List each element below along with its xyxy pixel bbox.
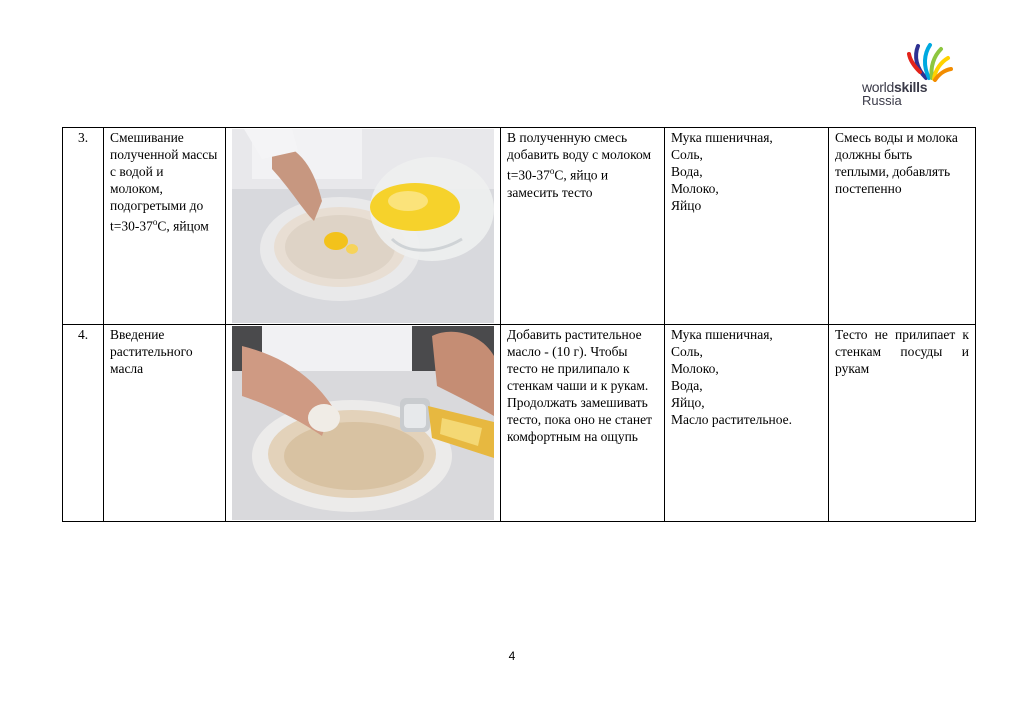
worldskills-logo	[858, 40, 958, 114]
step-photo-cell	[226, 128, 501, 325]
logo-wordmark	[862, 80, 927, 108]
mixing-egg-photo	[232, 129, 494, 323]
step-ingredients	[665, 325, 829, 522]
ingredient-item: Мука пшеничная,	[671, 327, 773, 342]
ingredient-item: Соль,	[671, 344, 703, 359]
step-description: Добавить растительное масло - (10 г). Чтобы тесто не прилипало к стенкам чаши и к рукам. Продолжать замешивать тесто, пока оно не станет комфортным на ощупь	[501, 325, 665, 522]
step-photo-cell	[226, 325, 501, 522]
step-note: Тесто не прилипает к стенкам посуды и рукам	[829, 325, 976, 522]
table-row	[63, 325, 976, 522]
logo-word-russia: Russia	[862, 93, 902, 108]
table-row	[63, 128, 976, 325]
ingredient-item: Мука пшеничная,	[671, 130, 773, 145]
recipe-steps-table	[62, 127, 976, 522]
step-ingredients	[665, 128, 829, 325]
ingredient-item: Яйцо	[671, 198, 702, 213]
adding-oil-photo	[232, 326, 494, 520]
worldskills-logo-mark	[906, 42, 954, 82]
step-title: Смешивание полученной массы с водой и молоком, подогретыми до $t=30-37^oС$, яйцом	[104, 128, 226, 325]
ingredient-item: Яйцо,	[671, 395, 705, 410]
ingredient-item: Молоко,	[671, 181, 719, 196]
step-note: Смесь воды и молока должны быть теплыми, добавлять постепенно	[829, 128, 976, 325]
ingredient-item: Вода,	[671, 164, 703, 179]
logo-word-world: world	[862, 79, 894, 95]
ingredient-item: Молоко,	[671, 361, 719, 376]
ingredient-item: Соль,	[671, 147, 703, 162]
step-number: 3.	[63, 128, 104, 325]
ingredient-item: Масло растительное.	[671, 412, 792, 427]
step-title: Введение растительного масла	[104, 325, 226, 522]
step-description: В полученную смесь добавить воду с молоком $t=30-37^oС$, яйцо и замесить тесто	[501, 128, 665, 325]
ingredient-item: Вода,	[671, 378, 703, 393]
page-number: 4	[508, 649, 516, 663]
logo-word-skills: skills	[893, 79, 928, 95]
step-number: 4.	[63, 325, 104, 522]
